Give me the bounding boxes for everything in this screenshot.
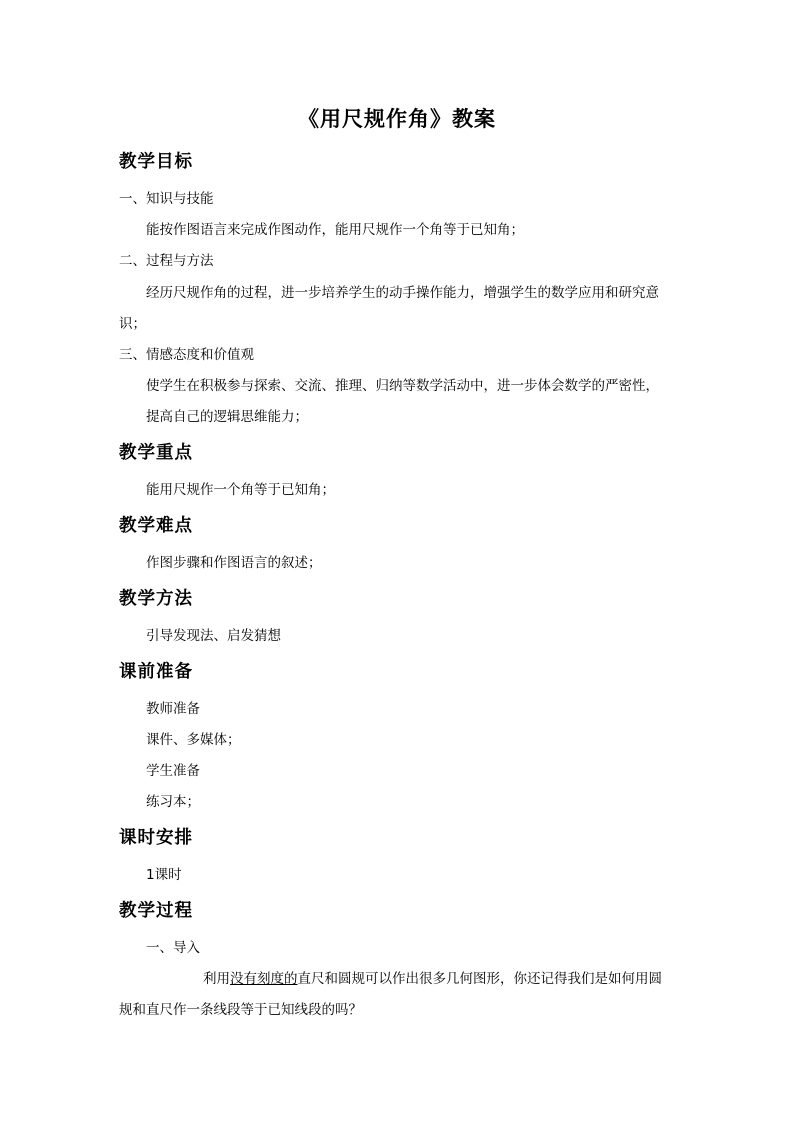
process-step-1-label: 一、导入 [146,940,200,956]
teacher-prep-items: 课件、多媒体； [146,732,241,748]
objective-1-label: 一、知识与技能 [119,191,214,207]
objective-2-text-line1: 经历尺规作角的过程，进一步培养学生的动手操作能力，增强学生的数学应用和研究意 [146,285,659,301]
difficulties-text: 作图步骤和作图语言的叙述； [146,555,322,571]
objective-1-text: 能按作图语言来完成作图动作，能用尺规作一个角等于已知角； [146,222,524,238]
student-prep-label: 学生准备 [146,763,200,779]
heading-key-points: 教学重点 [119,443,193,463]
process-step-1-post: 直尺和圆规可以作出很多几何图形，你还记得我们是如何用圆 [297,971,662,987]
heading-objectives: 教学目标 [119,152,193,172]
methods-text: 引导发现法、启发猜想 [146,628,281,644]
teacher-prep-label: 教师准备 [146,701,200,717]
student-prep-items: 练习本； [146,794,200,810]
process-step-1-line2: 规和直尺作一条线段等于已知线段的吗？ [119,1002,362,1018]
heading-schedule: 课时安排 [119,828,193,848]
document-title: 《用尺规作角》教案 [298,106,496,131]
heading-difficulties: 教学难点 [119,516,193,536]
schedule-text: 1课时 [146,867,182,883]
process-step-1-underlined: 没有刻度的 [230,971,298,987]
process-step-1-pre: 利用 [203,971,230,987]
objective-3-text-line2: 提高自己的逻辑思维能力； [146,409,308,425]
objective-3-label: 三、情感态度和价值观 [119,347,254,363]
objective-2-text-line2: 识； [119,316,146,332]
heading-process: 教学过程 [119,901,193,921]
objective-3-text-line1: 使学生在积极参与探索、交流、推理、归纳等数学活动中，进一步体会数学的严密性， [146,378,659,394]
objective-2-label: 二、过程与方法 [119,253,214,269]
heading-preparation: 课前准备 [119,662,193,682]
key-points-text: 能用尺规作一个角等于已知角； [146,482,335,498]
heading-methods: 教学方法 [119,589,193,609]
process-step-1-text [203,967,662,987]
